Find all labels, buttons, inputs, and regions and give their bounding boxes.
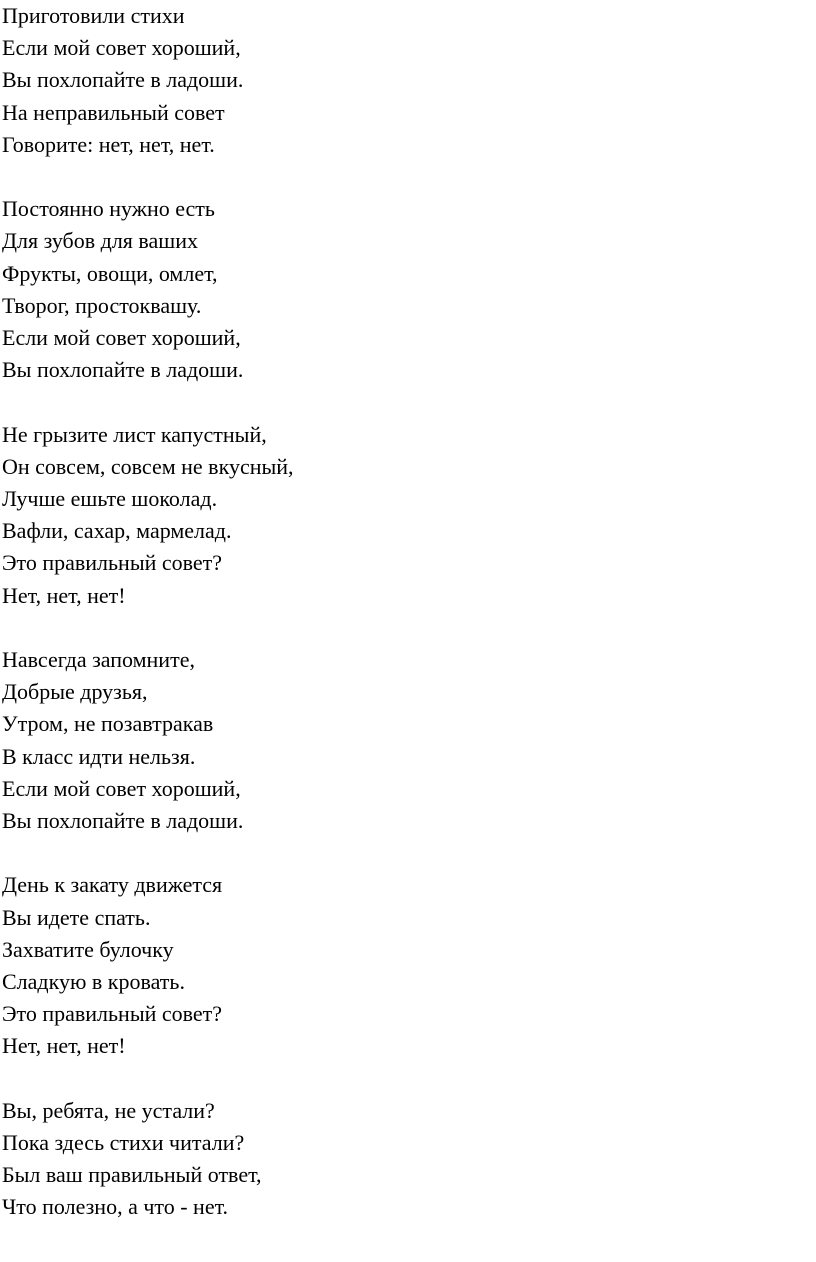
stanza-4: [2, 644, 802, 837]
poem-line: Приготовили стихи: [2, 3, 185, 28]
poem-line: Постоянно нужно есть: [2, 196, 215, 222]
poem-line: Вы похлопайте в ладоши.: [2, 67, 244, 93]
poem-line: Вафли, сахар, мармелад.: [2, 518, 232, 544]
stanza-2: [2, 193, 802, 386]
poem-line: Что полезно, а что - нет.: [2, 1194, 229, 1220]
poem-line: Это правильный совет?: [2, 1001, 223, 1027]
poem-line: Вы, ребята, не устали?: [2, 1097, 215, 1123]
poem-line: Если мой совет хороший,: [2, 775, 241, 801]
stanza-5: [2, 869, 802, 1062]
poem-line: Пока здесь стихи читали?: [2, 1130, 245, 1156]
poem-line: Добрые друзья,: [2, 679, 148, 705]
poem-line: Он совсем, совсем не вкусный,: [2, 453, 294, 479]
poem-line: Вы похлопайте в ладоши.: [2, 808, 244, 834]
poem-line: Это правильный совет?: [2, 550, 223, 576]
poem-line: Лучше ешьте шоколад.: [2, 486, 218, 512]
poem-line: В класс идти нельзя.: [2, 743, 196, 769]
poem-line: Сладкую в кровать.: [2, 969, 185, 995]
poem-line: Нет, нет, нет!: [2, 582, 126, 608]
poem-line: Вы похлопайте в ладоши.: [2, 357, 244, 383]
poem-line: Если мой совет хороший,: [2, 35, 241, 61]
stanza-3: [2, 419, 802, 612]
poem-line: Не грызите лист капустный,: [2, 421, 267, 447]
poem-line: Если мой совет хороший,: [2, 325, 241, 351]
poem-line: День к закату движется: [2, 872, 223, 898]
poem-line: Для зубов для ваших: [2, 228, 198, 254]
poem-line: Утром, не позавтракав: [2, 711, 214, 737]
poem-line: Захватите булочку: [2, 936, 174, 962]
poem-line: Вы идете спать.: [2, 904, 151, 930]
poem-line: Творог, простоквашу.: [2, 292, 202, 318]
stanza-1: [2, 0, 802, 161]
poem-line: Говорите: нет, нет, нет.: [2, 131, 215, 157]
poem-line: Нет, нет, нет!: [2, 1033, 126, 1059]
poem-line: Фрукты, овощи, омлет,: [2, 260, 218, 286]
stanza-6: [2, 1095, 802, 1224]
poem-line: Был ваш правильный ответ,: [2, 1162, 262, 1188]
poem-line: Навсегда запомните,: [2, 647, 195, 673]
poem-document: [2, 0, 802, 1224]
poem-line: На неправильный совет: [2, 99, 225, 125]
